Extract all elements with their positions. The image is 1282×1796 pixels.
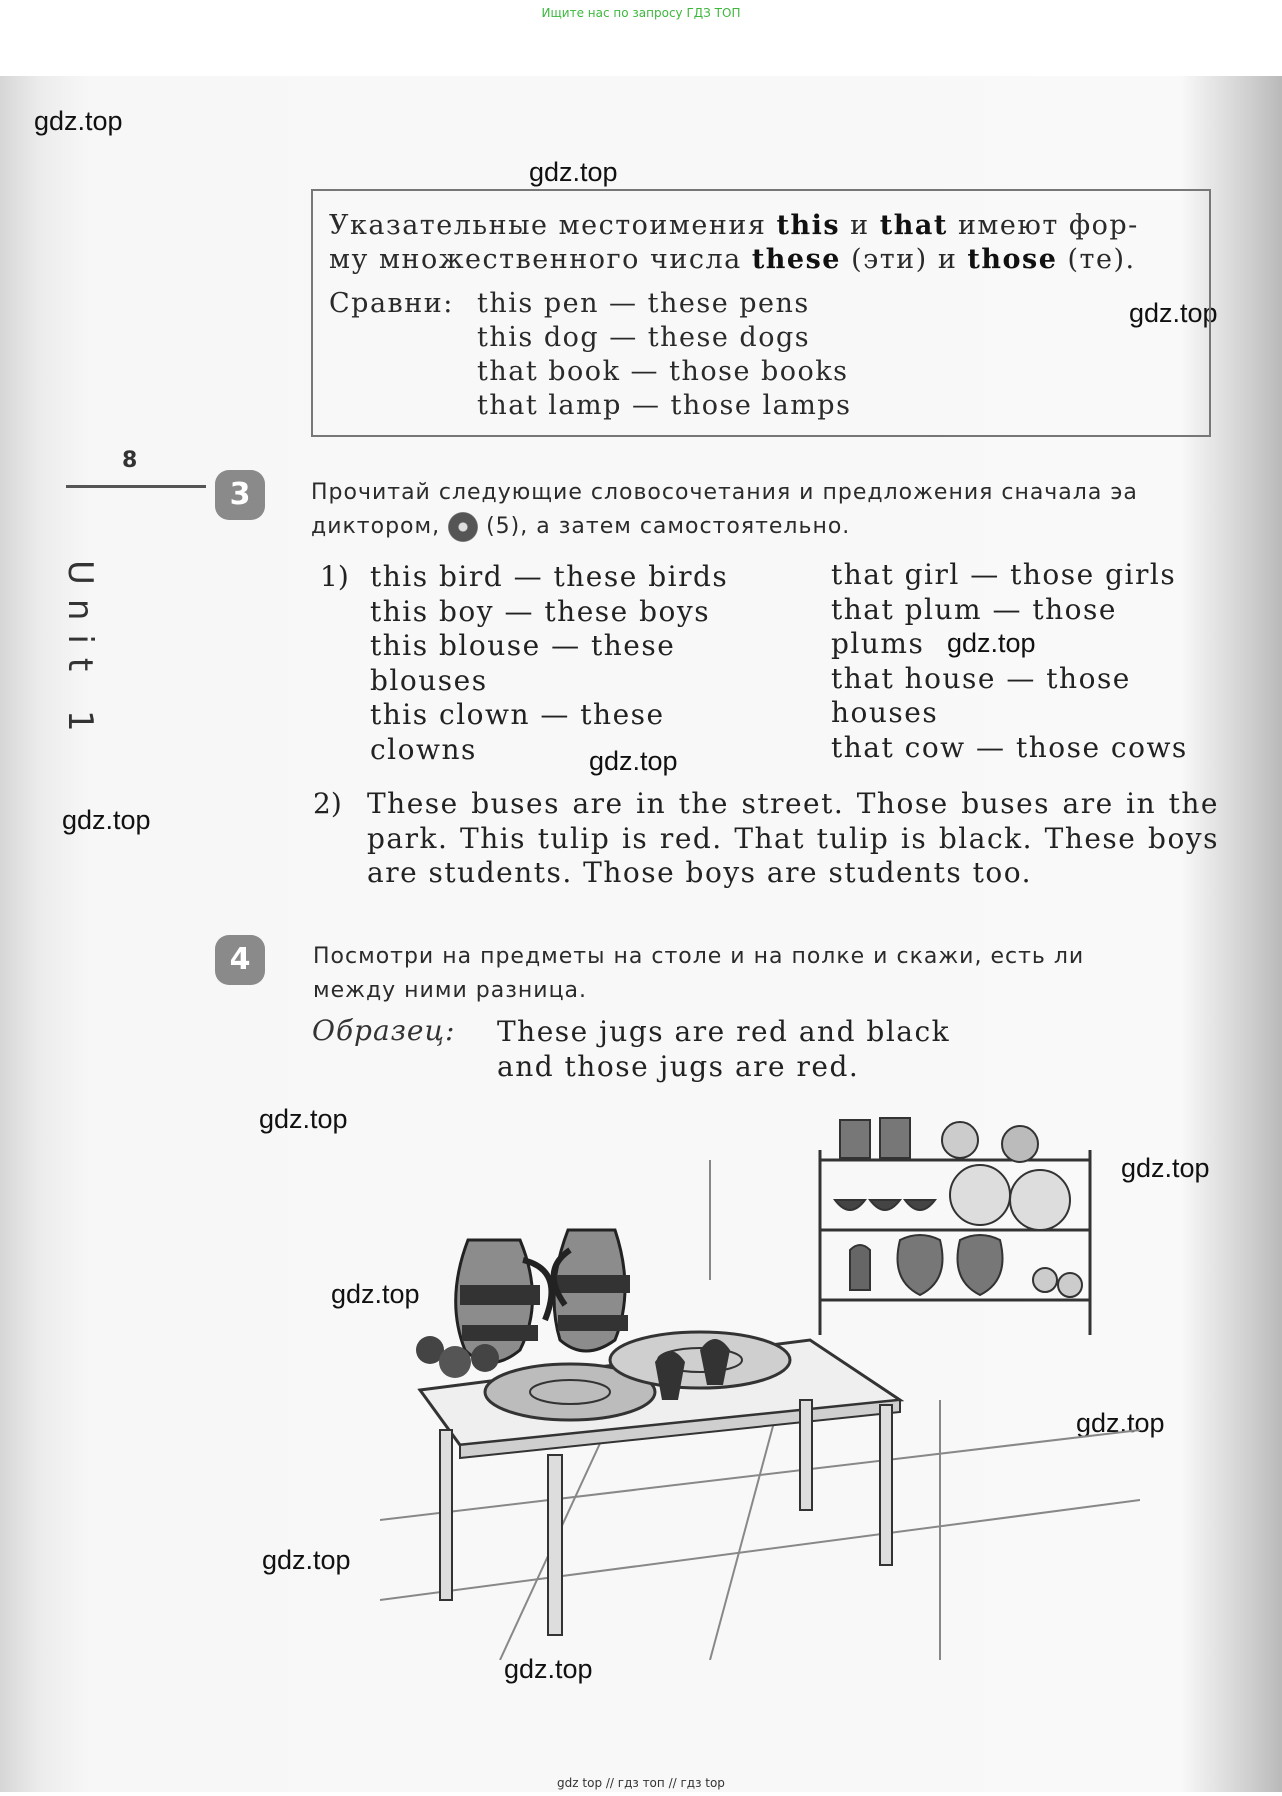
- exercise-3-instruction: Прочитай следующие словосочетания и предложения сначала эа диктором, (5), а затем самостоятельно.: [311, 476, 1221, 544]
- phrase: houses: [831, 696, 939, 729]
- plum: [471, 1344, 499, 1372]
- compare-line: that lamp — those lamps: [477, 390, 852, 421]
- phrase: this blouse — these: [370, 629, 676, 662]
- gdz-watermark: gdz.top: [947, 628, 1036, 658]
- phrase: clowns: [370, 732, 477, 766]
- compare-line: this dog — these dogs: [477, 322, 811, 353]
- plum: [439, 1346, 471, 1378]
- table-and-shelf-illustration: [380, 1100, 1140, 1660]
- gdz-watermark: gdz.top: [262, 1545, 351, 1575]
- compare-block: [329, 287, 1193, 423]
- rule-line-1: Указательные местоимения this и that имеют фор-: [329, 210, 1139, 241]
- phrase: that cow — those cows: [831, 730, 1188, 764]
- gdz-watermark: gdz.top: [1129, 298, 1218, 328]
- page-number-divider: [66, 485, 206, 488]
- gdz-watermark: gdz.top: [589, 746, 678, 776]
- gdz-watermark: gdz.top: [62, 805, 151, 835]
- exercise-4-instruction: Посмотри на предметы на столе и на полке и скажи, есть ли между ними разница.: [313, 944, 1085, 1003]
- part-2-marker: 2): [313, 787, 342, 820]
- gdz-watermark: gdz.top: [259, 1104, 348, 1134]
- audio-cd-icon: [448, 512, 478, 542]
- phrase: plums: [831, 627, 925, 660]
- ex3-right-column: [831, 558, 1188, 765]
- page-number: 8: [122, 448, 138, 473]
- shelf-items: [835, 1118, 1082, 1297]
- compare-line: that book — those books: [477, 356, 849, 387]
- exercise-4-badge: 4: [215, 935, 265, 985]
- gdz-watermark: gdz.top: [331, 1279, 420, 1309]
- compare-label: Сравни:: [329, 288, 454, 319]
- phrase: blouses: [370, 663, 488, 697]
- gdz-watermark: gdz.top: [34, 106, 123, 136]
- watermark-bottom: gdz top // гдз топ // гдз top: [557, 1776, 725, 1790]
- phrase: that girl — those girls: [831, 558, 1177, 591]
- sample-label: Образец:: [312, 1014, 456, 1047]
- exercise-3-badge: 3: [215, 470, 265, 520]
- unit-label: Unit 1: [60, 560, 100, 746]
- ex3-left-column: [370, 560, 728, 767]
- phrase: that house — those: [831, 661, 1131, 695]
- phrase: this bird — these birds: [370, 560, 729, 593]
- ex3-sentences: These buses are in the street. Those buses are in the park. This tulip is red. That tulip is black. These boys are students. Those boys are students too.: [367, 787, 1219, 889]
- jug-left: [456, 1240, 552, 1363]
- sample-text: These jugs are red and black and those jugs are red.: [497, 1015, 951, 1083]
- part-1-marker: 1): [320, 560, 349, 593]
- jug-right: [554, 1230, 630, 1351]
- compare-line: this pen — these pens: [477, 288, 810, 319]
- phrase: that plum — those: [831, 592, 1117, 626]
- gdz-watermark: gdz.top: [529, 157, 618, 187]
- grammar-rule-box: [311, 189, 1211, 437]
- rule-line-2: му множественного числа these (эти) и those (те).: [329, 244, 1136, 275]
- plate-back: [610, 1332, 790, 1388]
- phrase: this boy — these boys: [370, 594, 711, 628]
- gdz-watermark: gdz.top: [1121, 1153, 1210, 1183]
- gdz-watermark: gdz.top: [1076, 1408, 1165, 1438]
- compare-list: [477, 287, 851, 423]
- gdz-watermark: gdz.top: [504, 1654, 593, 1684]
- watermark-top: Ищите нас по запросу ГДЗ ТОП: [541, 6, 741, 20]
- phrase: this clown — these: [370, 698, 665, 731]
